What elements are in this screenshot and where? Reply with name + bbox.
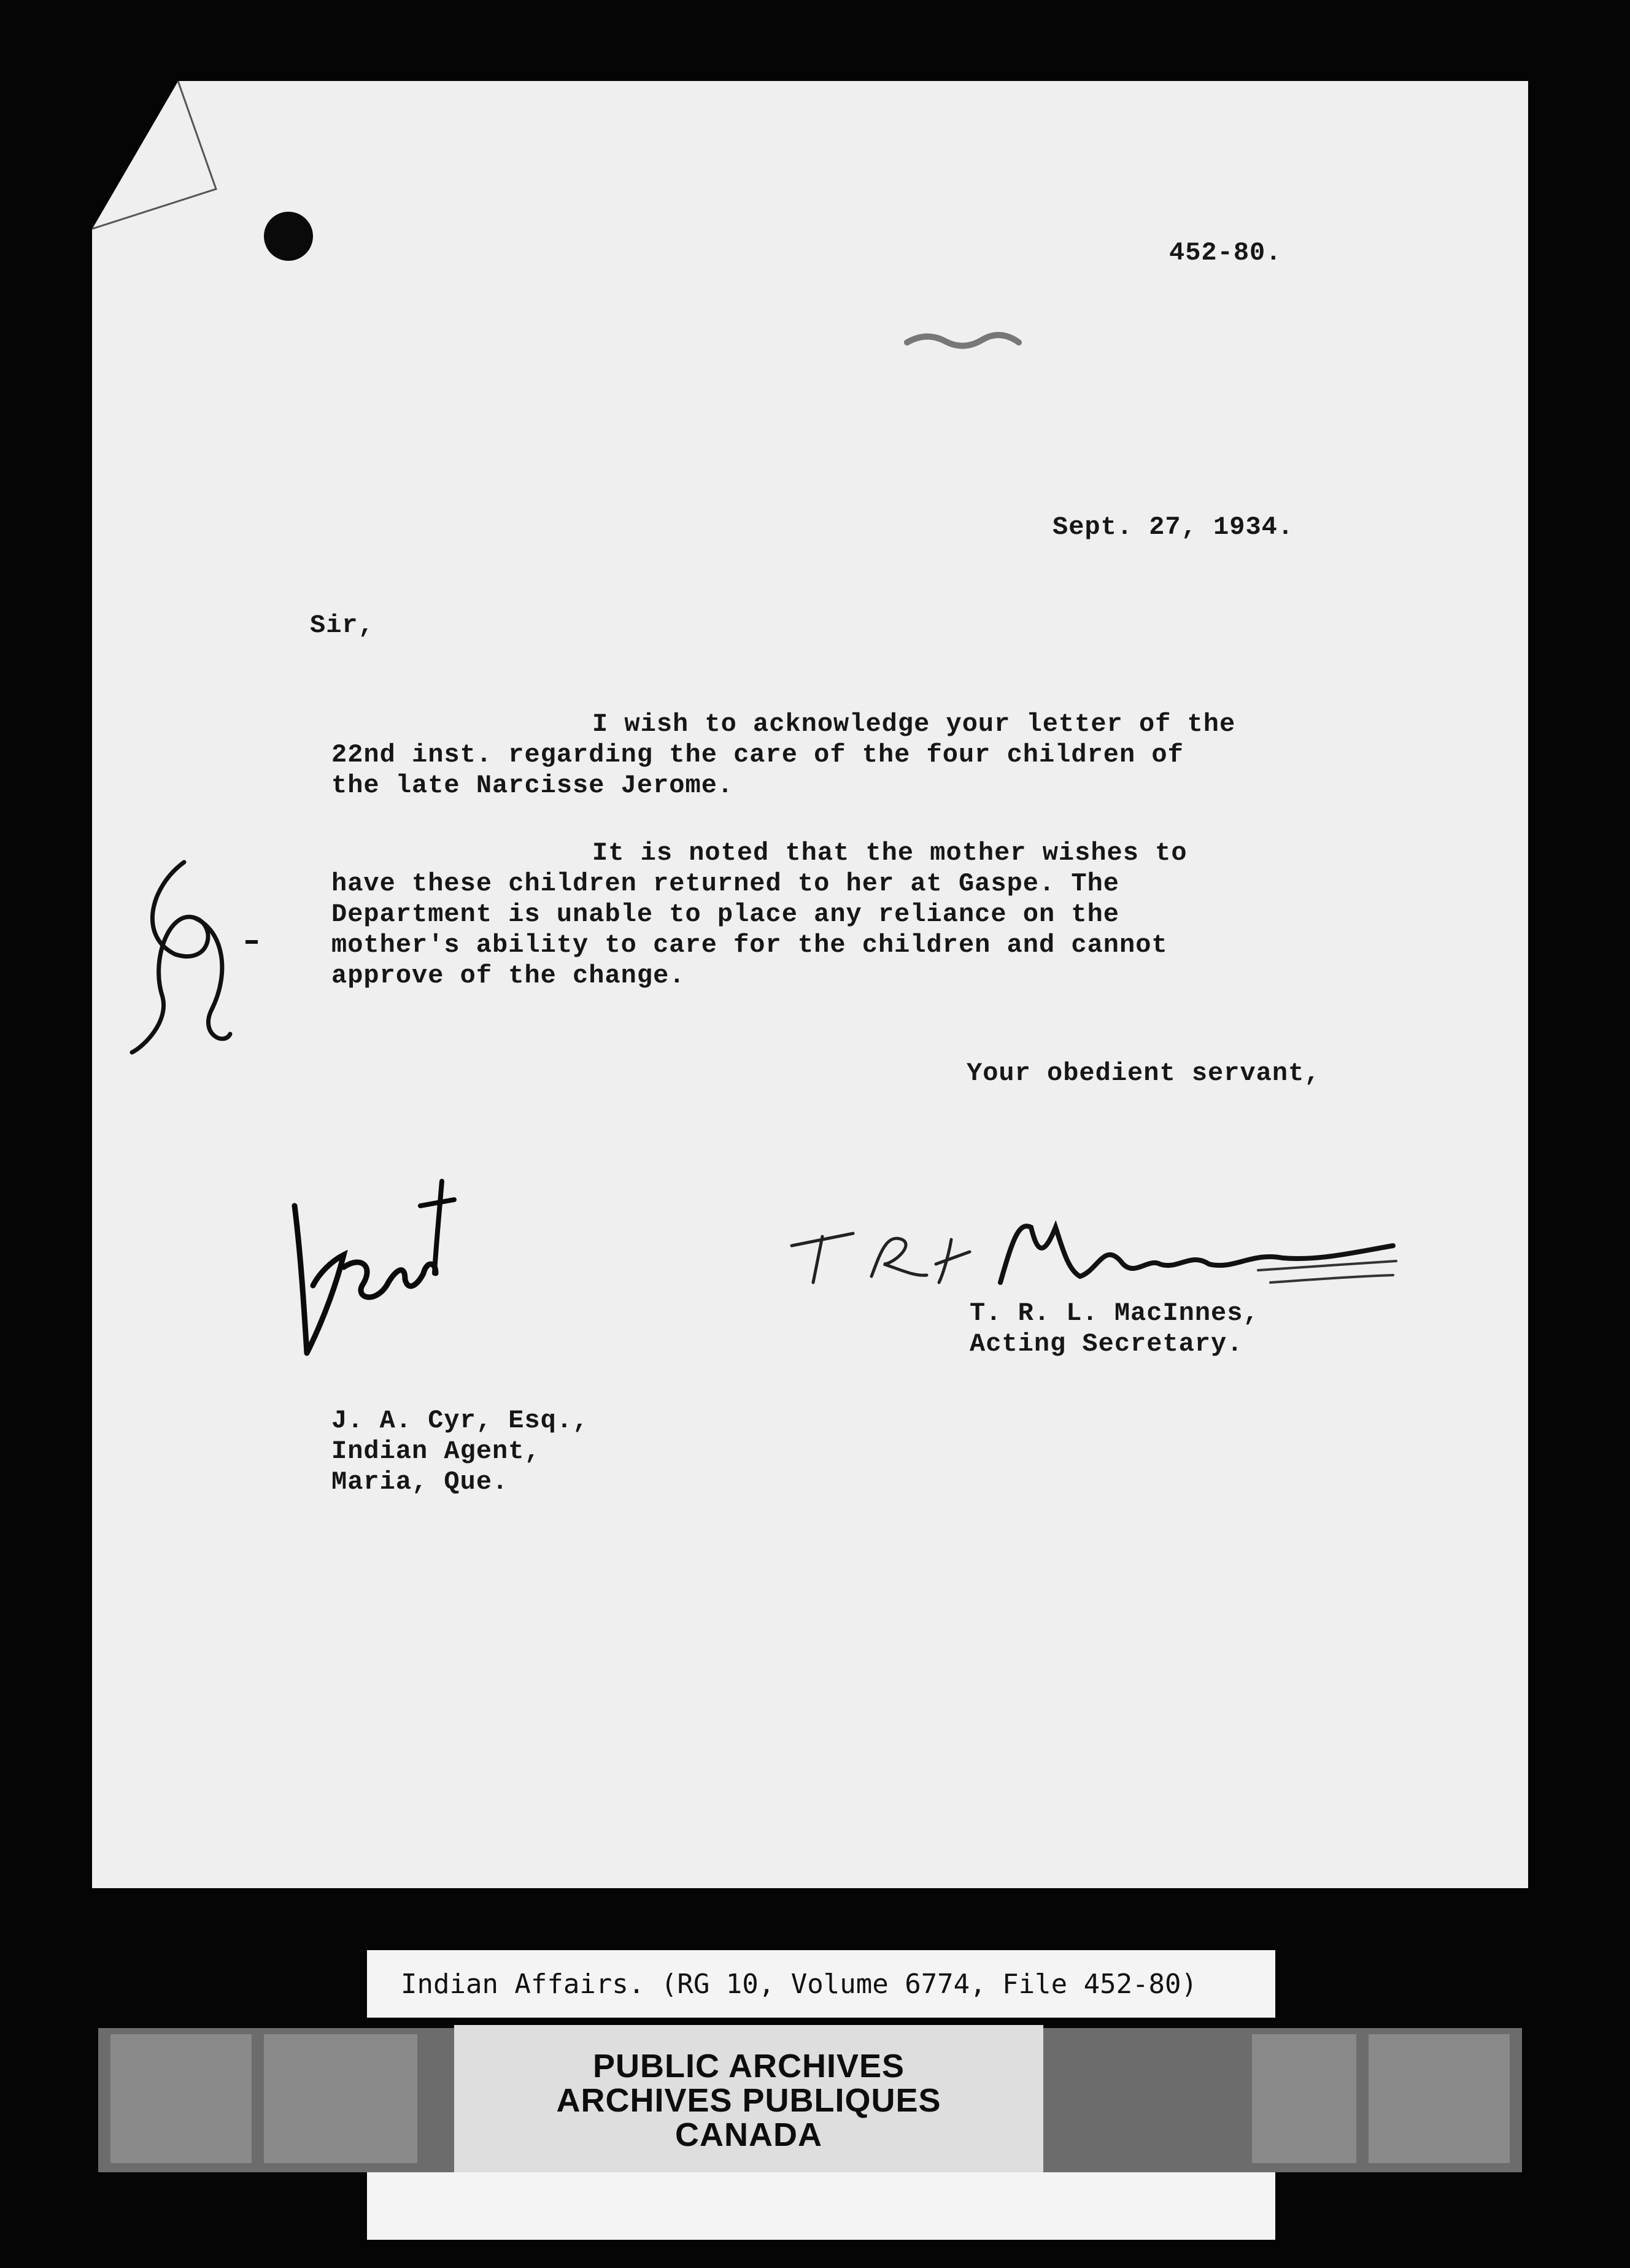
paragraph-line: It is noted that the mother wishes to [592, 838, 1188, 868]
salutation: Sir, [310, 611, 374, 640]
paragraph-line: Department is unable to place any reliance on the [331, 900, 1120, 929]
addressee-place: Maria, Que. [331, 1467, 509, 1497]
closing-line: Your obedient servant, [967, 1059, 1321, 1088]
punch-hole [264, 212, 313, 261]
letter-date: Sept. 27, 1934. [1053, 512, 1294, 542]
addressee-name: J. A. Cyr, Esq., [331, 1406, 589, 1435]
body-paragraph-1 [331, 709, 1375, 801]
paragraph-line: 22nd inst. regarding the care of the four children of [331, 740, 1184, 770]
stamp-line-2: ARCHIVES PUBLIQUES [556, 2081, 941, 2119]
paragraph-line: I wish to acknowledge your letter of the [592, 709, 1236, 739]
stamp-line-1: PUBLIC ARCHIVES [592, 2047, 905, 2085]
archives-stamp [454, 2025, 1043, 2175]
addressee-block [331, 1405, 589, 1497]
stamp-line-3: CANADA [675, 2116, 822, 2153]
paragraph-line: have these children returned to her at Gaspe. The [331, 869, 1120, 898]
film-block [1369, 2034, 1510, 2163]
film-block [1252, 2034, 1356, 2163]
blank-label [367, 2172, 1275, 2240]
handwritten-initials-left [270, 1169, 473, 1371]
handwritten-signature [779, 1203, 1405, 1295]
paragraph-line: the late Narcisse Jerome. [331, 771, 734, 800]
addressee-title: Indian Agent, [331, 1437, 541, 1466]
signatory-block [970, 1298, 1259, 1359]
file-reference: 452-80. [1169, 238, 1282, 268]
signatory-name: T. R. L. MacInnes, [970, 1298, 1259, 1328]
paragraph-line: mother's ability to care for the children and cannot [331, 930, 1168, 960]
archive-reference-text: Indian Affairs. (RG 10, Volume 6774, File 452-80) [401, 1968, 1198, 2000]
illegible-stamp-mark [902, 319, 1043, 356]
body-paragraph-2 [331, 838, 1375, 991]
margin-initials-handwritten [126, 850, 273, 1059]
signatory-title: Acting Secretary. [970, 1329, 1243, 1359]
film-block [264, 2034, 417, 2163]
paragraph-line: approve of the change. [331, 961, 686, 990]
film-block [110, 2034, 252, 2163]
archive-reference-label [367, 1950, 1275, 2018]
